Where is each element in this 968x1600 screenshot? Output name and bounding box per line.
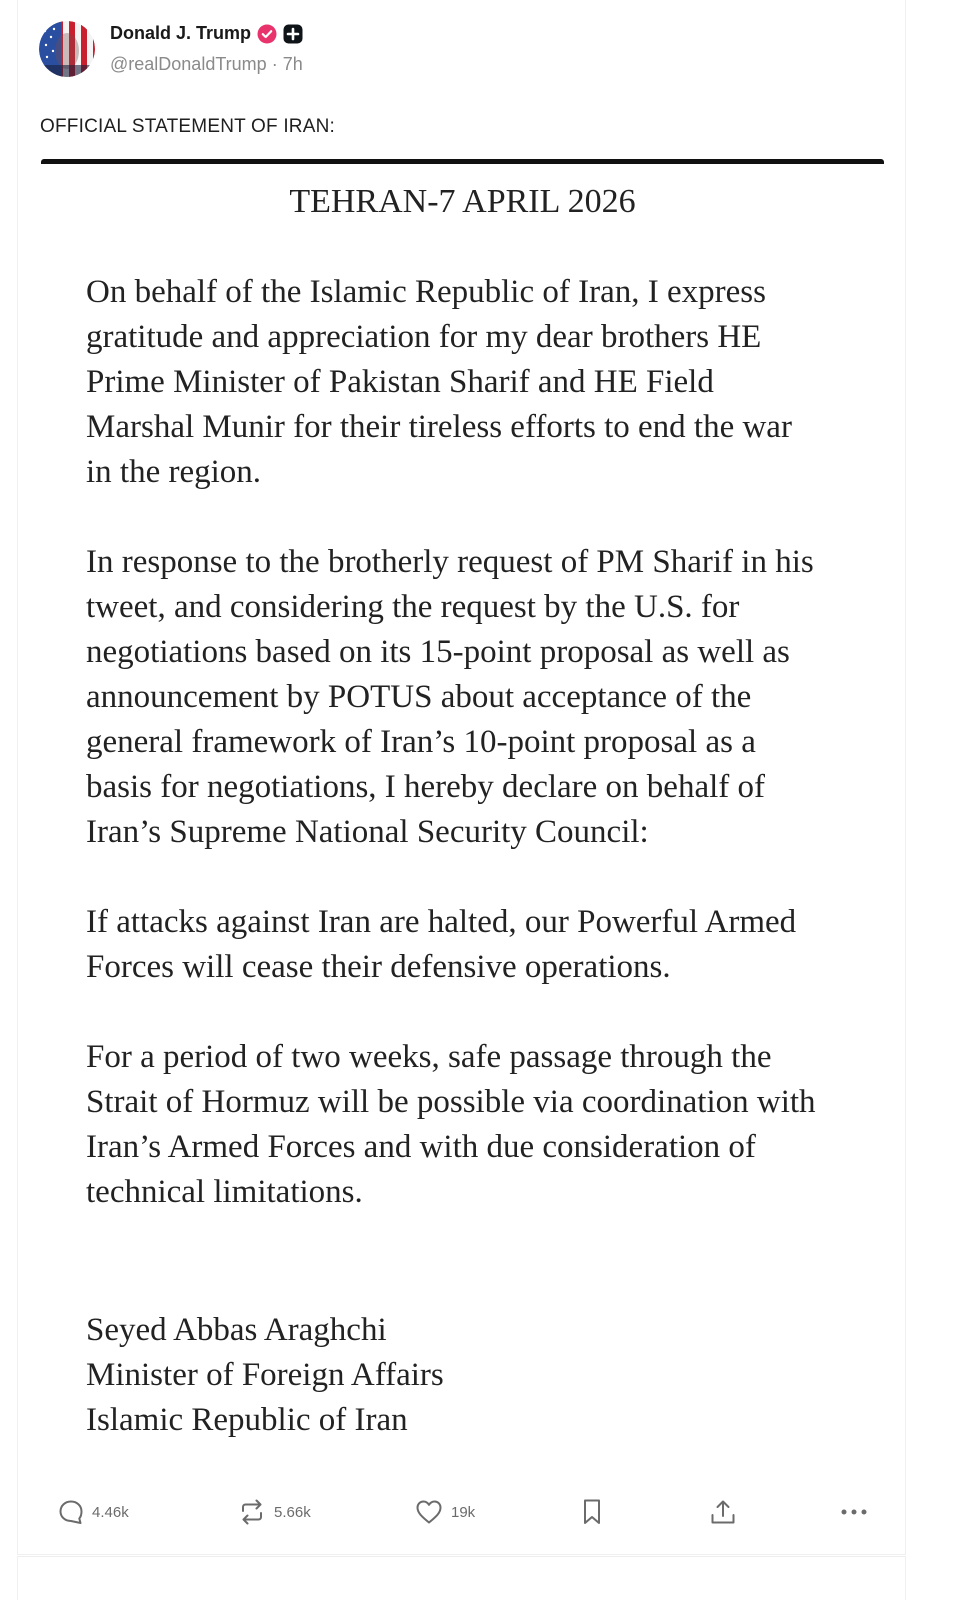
- next-post-card: [17, 1556, 906, 1600]
- document-line: For a period of two weeks, safe passage through the: [86, 1039, 772, 1075]
- avatar[interactable]: [39, 21, 95, 77]
- author-name[interactable]: Donald J. Trump: [110, 23, 252, 43]
- heart-icon: [415, 1499, 443, 1525]
- document-line: Strait of Hormuz will be possible via coordination with: [86, 1084, 816, 1120]
- signature-title: Minister of Foreign Affairs: [86, 1357, 444, 1393]
- document-line: tweet, and considering the request by the U.S. for: [86, 589, 740, 625]
- like-button[interactable]: [415, 1492, 475, 1532]
- retruth-button[interactable]: [238, 1492, 311, 1532]
- document-line: negotiations based on its 15-point proposal as well as: [86, 634, 790, 670]
- more-options-button[interactable]: [840, 1492, 868, 1532]
- document-line: general framework of Iran’s 10-point proposal as a: [86, 724, 756, 760]
- document-signature: [86, 1308, 444, 1443]
- post-time[interactable]: 7h: [282, 54, 303, 74]
- document-line: technical limitations.: [86, 1174, 363, 1210]
- signature-name: Seyed Abbas Araghchi: [86, 1312, 387, 1348]
- document-line: gratitude and appreciation for my dear brothers HE: [86, 319, 762, 355]
- retruth-count: 5.66k: [274, 1503, 311, 1521]
- document-top-rule: [41, 159, 884, 164]
- bookmark-icon: [581, 1498, 603, 1526]
- document-line: If attacks against Iran are halted, our Powerful Armed: [86, 904, 797, 940]
- reply-icon: [58, 1499, 84, 1525]
- verified-badge-icon: [257, 24, 277, 44]
- reply-button[interactable]: [58, 1492, 129, 1532]
- document-line: In response to the brotherly request of PM Sharif in his: [86, 544, 814, 580]
- document-line: Prime Minister of Pakistan Sharif and HE Field: [86, 364, 714, 400]
- post-text: OFFICIAL STATEMENT OF IRAN:: [40, 116, 335, 137]
- document-line: Marshal Munir for their tireless efforts to end the war: [86, 409, 792, 445]
- document-date-line: TEHRAN-7 APRIL 2026: [289, 183, 636, 220]
- more-icon: [840, 1508, 868, 1516]
- avatar-image: [39, 21, 95, 77]
- document-line: basis for negotiations, I hereby declare on behalf of: [86, 769, 765, 805]
- document-paragraph: [86, 540, 866, 855]
- document-paragraph: [86, 900, 866, 990]
- document-line: Iran’s Armed Forces and with due consideration of: [86, 1129, 756, 1165]
- document-paragraph: [86, 1035, 866, 1215]
- document-line: On behalf of the Islamic Republic of Iran, I express: [86, 274, 766, 310]
- share-button[interactable]: [709, 1492, 737, 1532]
- author-name-row: [110, 23, 303, 44]
- action-bar: [0, 1492, 968, 1532]
- reply-count: 4.46k: [92, 1503, 129, 1521]
- author-handle[interactable]: @realDonaldTrump: [110, 54, 267, 74]
- separator: ·: [271, 54, 278, 74]
- like-count: 19k: [451, 1503, 476, 1521]
- retruth-icon: [238, 1498, 266, 1526]
- handle-line: [110, 54, 303, 75]
- signature-organization: Islamic Republic of Iran: [86, 1402, 408, 1438]
- document-line: announcement by POTUS about acceptance of the: [86, 679, 752, 715]
- document-paragraph: [86, 270, 866, 495]
- document-body: [86, 270, 866, 1260]
- bookmark-button[interactable]: [581, 1492, 603, 1532]
- document-line: Iran’s Supreme National Security Council:: [86, 814, 649, 850]
- document-line: Forces will cease their defensive operations.: [86, 949, 671, 985]
- plus-badge-icon: [283, 24, 303, 44]
- document-line: in the region.: [86, 454, 262, 490]
- share-icon: [709, 1498, 737, 1526]
